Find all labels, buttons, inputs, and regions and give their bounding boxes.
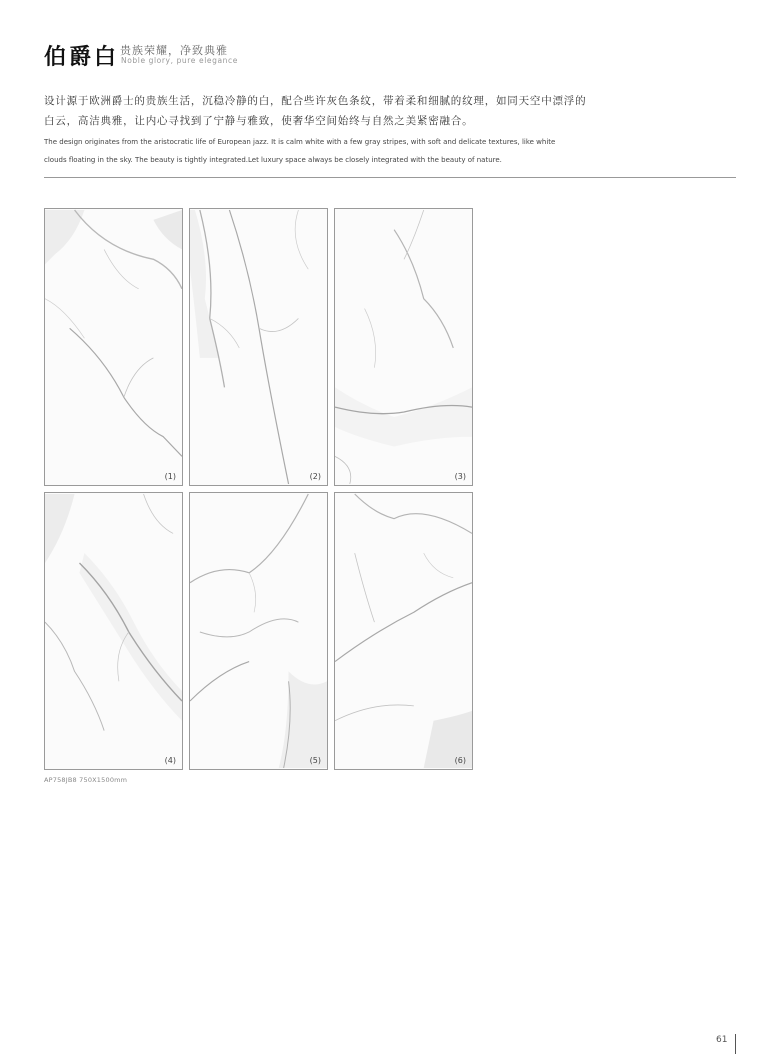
marble-texture — [335, 493, 472, 769]
tile-label: (6) — [454, 756, 466, 765]
marble-texture — [190, 209, 327, 485]
tile-label: (4) — [164, 756, 176, 765]
tile-label: (1) — [164, 472, 176, 481]
marble-tile-1 — [44, 208, 183, 486]
description-english — [44, 133, 604, 169]
marble-tile-5 — [189, 492, 328, 770]
marble-texture — [45, 493, 182, 769]
marble-texture — [335, 209, 472, 485]
tile-label: (2) — [309, 472, 321, 481]
description-english-line-1: The design originates from the aristocratic life of European jazz. It is calm white with a few gray stripes, with soft and delicate textures, like white — [44, 138, 556, 146]
page-number-divider — [735, 1034, 736, 1054]
page-title: 伯爵白 — [44, 45, 120, 70]
marble-tile-3 — [334, 208, 473, 486]
subtitle-chinese: 贵族荣耀，净致典雅 — [120, 44, 228, 57]
marble-tile-4 — [44, 492, 183, 770]
description-english-line-2: clouds floating in the sky. The beauty is tightly integrated.Let luxury space always be closely integrated with the beauty of nature. — [44, 156, 502, 164]
page-number: 61 — [716, 1035, 728, 1045]
marble-tile-2 — [189, 208, 328, 486]
description-chinese-line-1: 设计源于欧洲爵士的贵族生活，沉稳冷静的白，配合些许灰色条纹，带着柔和细腻的纹理，如同天空中漂浮的 — [44, 95, 587, 107]
product-code: AP758JB8 750X1500mm — [44, 776, 128, 784]
marble-tile-6 — [334, 492, 473, 770]
description-chinese — [44, 91, 604, 131]
description-chinese-line-2: 白云，高洁典雅，让内心寻找到了宁静与雅致，使奢华空间始终与自然之美紧密融合。 — [44, 115, 474, 127]
tile-label: (5) — [309, 756, 321, 765]
divider-line — [44, 177, 736, 178]
marble-texture — [45, 209, 182, 485]
marble-texture — [190, 493, 327, 769]
tile-label: (3) — [454, 472, 466, 481]
subtitle-english: Noble glory, pure elegance — [121, 56, 238, 65]
